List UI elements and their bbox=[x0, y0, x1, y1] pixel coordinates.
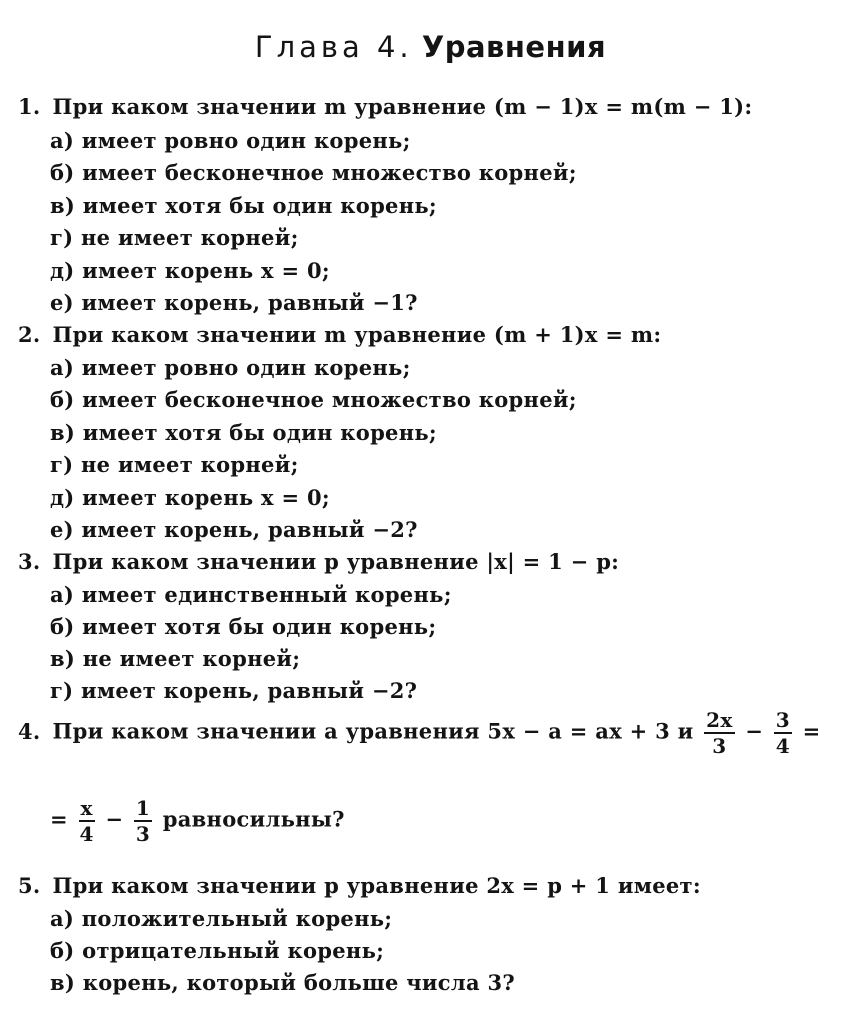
problem-2-question bbox=[18, 322, 661, 347]
problem-number: 5. bbox=[18, 873, 41, 898]
fraction-denominator: 4 bbox=[775, 734, 790, 758]
minus-sign: − bbox=[105, 806, 124, 832]
question-text: При каком значении m уравнение (m + 1)x = m: bbox=[52, 322, 662, 347]
problem-5-item-b: б) отрицательный корень; bbox=[50, 938, 385, 963]
problem-number: 2. bbox=[18, 322, 41, 347]
problem-3-item-b: б) имеет хотя бы один корень; bbox=[50, 614, 437, 639]
problem-5-item-a: а) положительный корень; bbox=[50, 906, 393, 931]
problem-2-item-e: д) имеет корень x = 0; bbox=[50, 485, 330, 510]
problem-2-item-d: г) не имеет корней; bbox=[50, 452, 299, 477]
problem-2-item-a: а) имеет ровно один корень; bbox=[50, 355, 411, 380]
problem-1-question bbox=[18, 94, 752, 119]
problem-3-item-a: а) имеет единственный корень; bbox=[50, 582, 452, 607]
question-text: При каком значении p уравнение 2x = p + 1 имеет: bbox=[52, 873, 701, 898]
problem-1-item-a: а) имеет ровно один корень; bbox=[50, 128, 411, 153]
question-text: При каком значении a уравнения 5x − a = ax + 3 и bbox=[52, 718, 694, 744]
fraction-denominator: 3 bbox=[712, 734, 727, 758]
problem-2-item-b: б) имеет бесконечное множество корней; bbox=[50, 387, 577, 412]
problem-3-item-d: г) имеет корень, равный −2? bbox=[50, 678, 418, 703]
problem-1-item-b: б) имеет бесконечное множество корней; bbox=[50, 160, 577, 185]
problem-4-question-line2 bbox=[50, 796, 345, 846]
question-text: При каком значении p уравнение |x| = 1 − p: bbox=[52, 549, 620, 574]
chapter-name: Уравнения bbox=[421, 30, 607, 64]
problem-5-item-c: в) корень, который больше числа 3? bbox=[50, 970, 516, 995]
problem-1-item-e: д) имеет корень x = 0; bbox=[50, 258, 330, 283]
equals-sign: = bbox=[802, 718, 821, 744]
fraction-numerator: 3 bbox=[775, 708, 790, 732]
minus-sign: − bbox=[745, 718, 764, 744]
problem-4-question-line1 bbox=[18, 708, 821, 758]
fraction-denominator: 3 bbox=[135, 822, 151, 846]
fraction-numerator: 2x bbox=[706, 708, 733, 732]
equals-sign: = bbox=[50, 806, 68, 832]
chapter-title bbox=[0, 30, 861, 64]
chapter-label: Глава 4. bbox=[254, 30, 413, 64]
fraction-2x-over-3 bbox=[704, 708, 734, 758]
problem-2-item-f: е) имеет корень, равный −2? bbox=[50, 517, 418, 542]
question-text: При каком значении m уравнение (m − 1)x = m(m − 1): bbox=[52, 94, 753, 119]
problem-number: 3. bbox=[18, 549, 41, 574]
fraction-numerator: 1 bbox=[135, 796, 151, 820]
question-text: равносильны? bbox=[162, 806, 345, 832]
fraction-numerator: x bbox=[80, 796, 93, 820]
problem-number: 4. bbox=[18, 718, 41, 744]
problem-1-item-f: е) имеет корень, равный −1? bbox=[50, 290, 418, 315]
fraction-3-over-4 bbox=[774, 708, 792, 758]
problem-3-question bbox=[18, 549, 619, 574]
problem-1-item-d: г) не имеет корней; bbox=[50, 225, 299, 250]
problem-2-item-c: в) имеет хотя бы один корень; bbox=[50, 420, 437, 445]
fraction-x-over-4 bbox=[79, 796, 95, 846]
fraction-1-over-3 bbox=[134, 796, 152, 846]
problem-1-item-c: в) имеет хотя бы один корень; bbox=[50, 193, 437, 218]
problem-number: 1. bbox=[18, 94, 41, 119]
problem-3-item-c: в) не имеет корней; bbox=[50, 646, 301, 671]
problem-5-question bbox=[18, 873, 701, 898]
fraction-denominator: 4 bbox=[79, 822, 94, 846]
